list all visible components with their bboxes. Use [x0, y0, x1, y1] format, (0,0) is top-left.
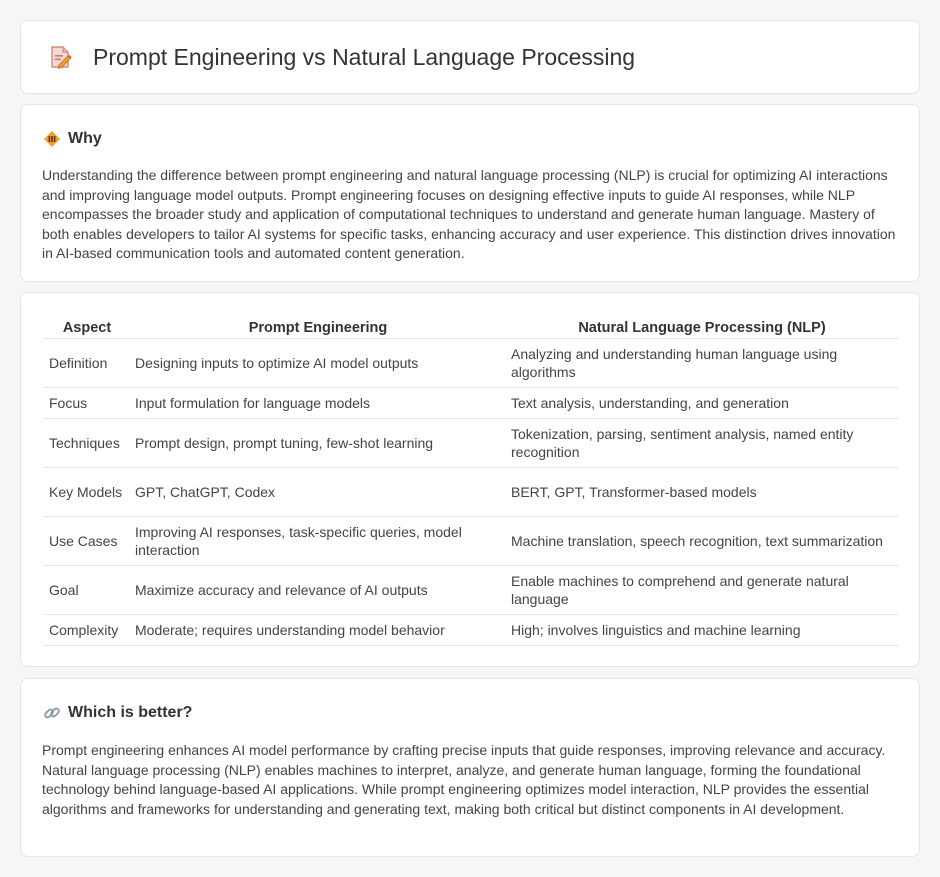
which-is-better-body: Prompt engineering enhances AI model performance by crafting precise inputs that guide responses, improving relevance and accuracy. Natural language processing (NLP) enables machines to interpret, analyze, and generate human language, forming the foundational technology behind language-based AI applications. While prompt engineering optimizes model interaction, NLP provides the essential algorithms and frameworks for understanding and generating text, making both critical but distinct components in AI development.	[42, 742, 886, 817]
table-row	[44, 418, 898, 467]
table-header-row	[44, 313, 898, 338]
row-aspect: Focus	[44, 387, 130, 418]
row-nlp: Text analysis, understanding, and generation	[506, 387, 898, 418]
row-nlp: Analyzing and understanding human language using algorithms	[506, 338, 898, 387]
row-aspect: Key Models	[44, 467, 130, 516]
row-nlp: Tokenization, parsing, sentiment analysis, named entity recognition	[506, 418, 898, 467]
row-prompt-engineering: Input formulation for language models	[130, 387, 506, 418]
why-section	[20, 104, 920, 282]
row-nlp: BERT, GPT, Transformer-based models	[506, 467, 898, 516]
why-body: Understanding the difference between prompt engineering and natural language processing (NLP) is crucial for optimizing AI interactions and improving language model outputs. Prompt engineering focuses on designing effective inputs to guide AI responses, while NLP encompasses the broader study and application of computational techniques to understand and generate human language. Mastery of both enables developers to tailor AI systems for specific tasks, enhancing accuracy and user experience. This distinction drives innovation in AI-based communication tools and automated content generation.	[42, 167, 896, 262]
table-row	[44, 387, 898, 418]
header-prompt-engineering: Prompt Engineering	[130, 313, 506, 338]
row-nlp: Enable machines to comprehend and generate natural language	[506, 565, 898, 614]
row-prompt-engineering: GPT, ChatGPT, Codex	[130, 467, 506, 516]
row-nlp: Machine translation, speech recognition, text summarization	[506, 516, 898, 565]
row-aspect: Use Cases	[44, 516, 130, 565]
row-aspect: Goal	[44, 565, 130, 614]
which-is-better-section	[20, 678, 920, 857]
row-nlp: High; involves linguistics and machine learning	[506, 614, 898, 645]
header-nlp: Natural Language Processing (NLP)	[506, 313, 898, 338]
title-card	[20, 20, 920, 94]
page-title: Prompt Engineering vs Natural Language Processing	[93, 43, 636, 70]
row-prompt-engineering: Maximize accuracy and relevance of AI outputs	[130, 565, 506, 614]
document-pen-icon	[47, 44, 73, 70]
why-heading: Why	[68, 129, 102, 147]
row-prompt-engineering: Improving AI responses, task-specific queries, model interaction	[130, 516, 506, 565]
row-aspect: Techniques	[44, 418, 130, 467]
table-row	[44, 614, 898, 645]
which-is-better-heading: Which is better?	[68, 703, 193, 721]
header-aspect: Aspect	[44, 313, 130, 338]
table-row	[44, 516, 898, 565]
link-icon	[43, 704, 61, 722]
diamond-warning-icon	[43, 130, 61, 148]
comparison-table	[44, 313, 898, 646]
table-row	[44, 565, 898, 614]
row-aspect: Complexity	[44, 614, 130, 645]
table-row	[44, 338, 898, 387]
table-row	[44, 467, 898, 516]
row-prompt-engineering: Prompt design, prompt tuning, few-shot learning	[130, 418, 506, 467]
row-aspect: Definition	[44, 338, 130, 387]
row-prompt-engineering: Moderate; requires understanding model behavior	[130, 614, 506, 645]
comparison-section	[20, 292, 920, 667]
row-prompt-engineering: Designing inputs to optimize AI model outputs	[130, 338, 506, 387]
